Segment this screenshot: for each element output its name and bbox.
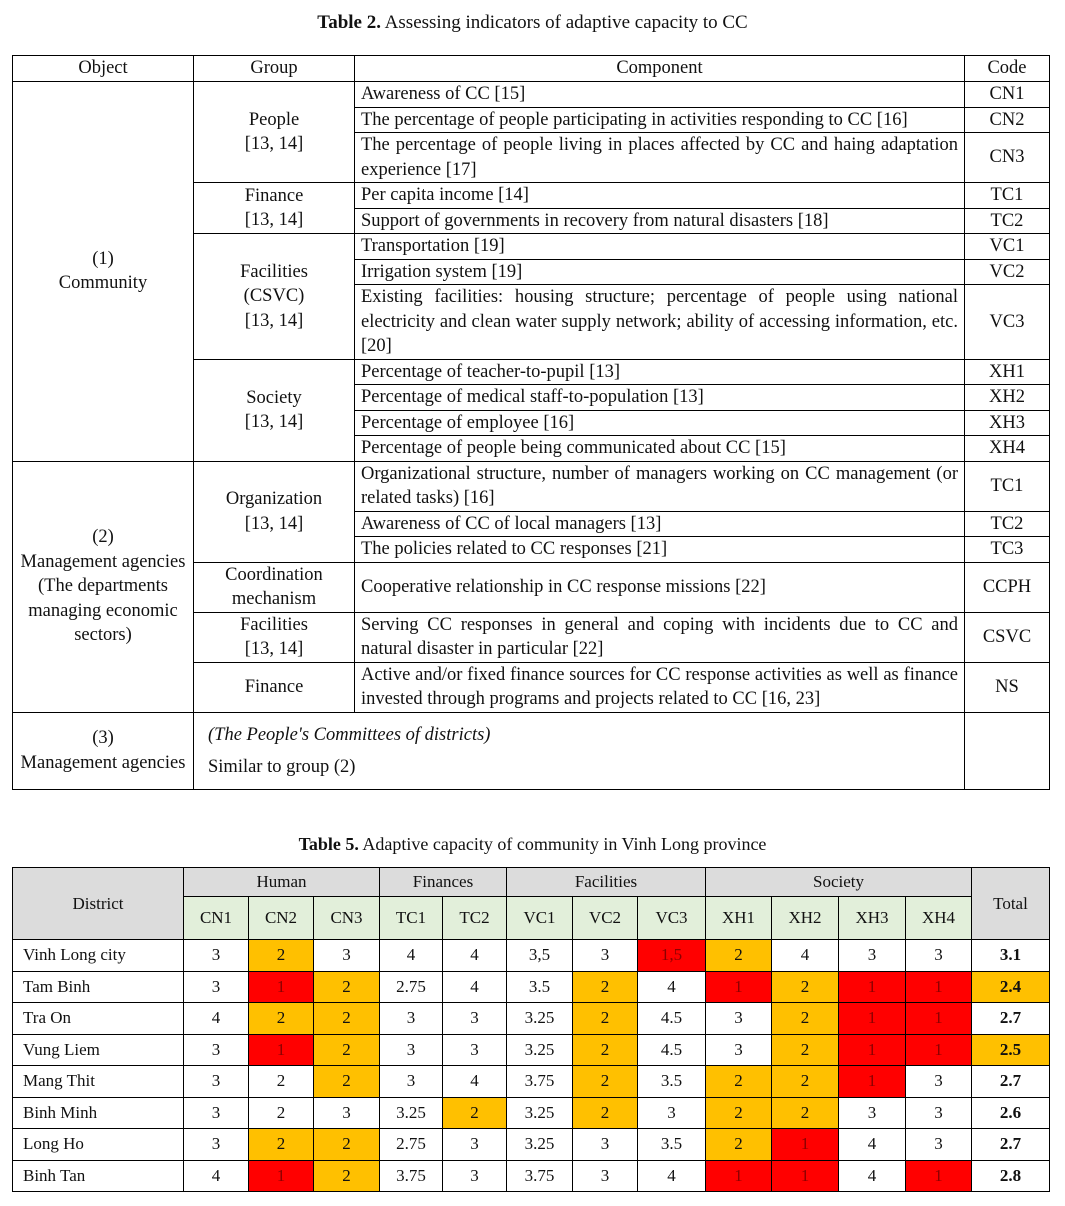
score-cell: 3 xyxy=(380,1003,443,1035)
header-code-xh1: XH1 xyxy=(706,897,772,940)
score-cell: 3 xyxy=(906,1129,972,1161)
component-cell: The percentage of people participating in activities responding to CC [16] xyxy=(355,107,965,133)
total-cell: 2.7 xyxy=(972,1066,1050,1098)
score-cell: 3 xyxy=(839,940,906,972)
header-code-vc3: VC3 xyxy=(638,897,706,940)
component-cell: Percentage of employee [16] xyxy=(355,410,965,436)
group3-line2: Similar to group (2) xyxy=(208,756,356,777)
score-cell: 2 xyxy=(314,1066,380,1098)
score-cell: 1 xyxy=(839,1003,906,1035)
component-cell: Percentage of medical staff-to-population [13] xyxy=(355,385,965,411)
component-cell: Cooperative relationship in CC response missions [22] xyxy=(355,562,965,612)
district-row xyxy=(13,1034,1050,1066)
header-total: Total xyxy=(972,868,1050,940)
total-cell: 2.4 xyxy=(972,971,1050,1003)
adaptive-capacity-table xyxy=(12,867,1050,1192)
score-cell: 2 xyxy=(706,940,772,972)
score-cell: 1 xyxy=(772,1129,839,1161)
score-cell: 1,5 xyxy=(638,940,706,972)
total-cell: 3.1 xyxy=(972,940,1050,972)
score-cell: 1 xyxy=(249,1034,314,1066)
score-cell: 3 xyxy=(443,1129,507,1161)
object-cell: (1) Community xyxy=(13,82,194,462)
district-row xyxy=(13,1066,1050,1098)
district-row xyxy=(13,1097,1050,1129)
code-cell: CCPH xyxy=(965,562,1050,612)
score-cell: 2 xyxy=(573,1097,638,1129)
score-cell: 3 xyxy=(443,1034,507,1066)
score-cell: 2 xyxy=(443,1097,507,1129)
score-cell: 3 xyxy=(906,1066,972,1098)
score-cell: 2 xyxy=(706,1066,772,1098)
component-cell: Per capita income [14] xyxy=(355,183,965,209)
header-code-cn3: CN3 xyxy=(314,897,380,940)
total-cell: 2.7 xyxy=(972,1129,1050,1161)
code-cell: VC3 xyxy=(965,285,1050,360)
component-cell: Percentage of teacher-to-pupil [13] xyxy=(355,359,965,385)
score-cell: 2 xyxy=(573,971,638,1003)
component-cell: Organizational structure, number of managers working on CC management (or related tasks) [16] xyxy=(355,461,965,511)
score-cell: 4 xyxy=(443,940,507,972)
score-cell: 2.75 xyxy=(380,971,443,1003)
score-cell: 3.25 xyxy=(507,1097,573,1129)
score-cell: 2 xyxy=(573,1003,638,1035)
code-cell: TC3 xyxy=(965,537,1050,563)
score-cell: 3 xyxy=(573,1129,638,1161)
district-name: Mang Thit xyxy=(13,1066,184,1098)
score-cell: 3 xyxy=(573,940,638,972)
code-cell: TC2 xyxy=(965,208,1050,234)
code-cell: TC1 xyxy=(965,183,1050,209)
group-cell: People [13, 14] xyxy=(194,82,355,183)
score-cell: 3 xyxy=(184,1097,249,1129)
district-row xyxy=(13,1003,1050,1035)
indicators-table-body xyxy=(13,82,1050,790)
score-cell: 1 xyxy=(906,1034,972,1066)
code-cell: VC1 xyxy=(965,234,1050,260)
district-row xyxy=(13,1129,1050,1161)
group-cell: Society [13, 14] xyxy=(194,359,355,461)
score-cell: 4 xyxy=(839,1129,906,1161)
score-cell: 1 xyxy=(249,1160,314,1192)
header-district: District xyxy=(13,868,184,940)
component-cell: The percentage of people living in places affected by CC and haing adaptation experience [17] xyxy=(355,133,965,183)
score-cell: 3.75 xyxy=(380,1160,443,1192)
table5-caption-label: Table 5. xyxy=(298,834,359,854)
score-cell: 1 xyxy=(839,1066,906,1098)
district-name: Vung Liem xyxy=(13,1034,184,1066)
score-cell: 3.75 xyxy=(507,1066,573,1098)
score-cell: 1 xyxy=(906,1160,972,1192)
component-cell: Support of governments in recovery from natural disasters [18] xyxy=(355,208,965,234)
indicator-row xyxy=(13,82,1050,108)
score-cell: 3 xyxy=(314,940,380,972)
score-cell: 3.5 xyxy=(638,1066,706,1098)
score-cell: 2 xyxy=(314,971,380,1003)
score-cell: 1 xyxy=(249,971,314,1003)
component-cell: Percentage of people being communicated about CC [15] xyxy=(355,436,965,462)
total-cell: 2.8 xyxy=(972,1160,1050,1192)
table2-caption-text: Assessing indicators of adaptive capacity to CC xyxy=(380,12,748,33)
header-group-human: Human xyxy=(184,868,380,897)
district-name: Tam Binh xyxy=(13,971,184,1003)
object-cell: (3) Management agencies xyxy=(13,712,194,789)
group3-line1: (The People's Committees of districts) xyxy=(208,724,491,745)
score-cell: 2 xyxy=(772,1034,839,1066)
score-cell: 2 xyxy=(314,1160,380,1192)
component-cell: The policies related to CC responses [21] xyxy=(355,537,965,563)
score-cell: 4 xyxy=(443,971,507,1003)
score-cell: 4.5 xyxy=(638,1003,706,1035)
district-name: Long Ho xyxy=(13,1129,184,1161)
code-cell: VC2 xyxy=(965,259,1050,285)
header-code-cn2: CN2 xyxy=(249,897,314,940)
code-cell: XH1 xyxy=(965,359,1050,385)
score-cell: 3.25 xyxy=(380,1097,443,1129)
score-cell: 4 xyxy=(839,1160,906,1192)
header-group: Group xyxy=(194,56,355,82)
header-group-society: Society xyxy=(706,868,972,897)
component-cell: Existing facilities: housing structure; percentage of people using national electricity and clean water supply network; ability of accessing information, etc. [20] xyxy=(355,285,965,360)
district-name: Binh Tan xyxy=(13,1160,184,1192)
header-object: Object xyxy=(13,56,194,82)
score-cell: 3.25 xyxy=(507,1129,573,1161)
table2-caption xyxy=(0,12,1065,34)
table2-caption-label: Table 2. xyxy=(317,12,381,33)
component-cell: Awareness of CC [15] xyxy=(355,82,965,108)
district-name: Vinh Long city xyxy=(13,940,184,972)
score-cell: 3 xyxy=(314,1097,380,1129)
score-cell: 2 xyxy=(772,1066,839,1098)
score-cell: 1 xyxy=(772,1160,839,1192)
district-row xyxy=(13,971,1050,1003)
district-row xyxy=(13,940,1050,972)
code-cell: CN2 xyxy=(965,107,1050,133)
header-code-xh4: XH4 xyxy=(906,897,972,940)
code-cell: XH4 xyxy=(965,436,1050,462)
group-cell: Finance xyxy=(194,662,355,712)
score-cell: 3 xyxy=(184,1034,249,1066)
component-cell: Transportation [19] xyxy=(355,234,965,260)
score-cell: 2 xyxy=(314,1129,380,1161)
score-cell: 3 xyxy=(184,1129,249,1161)
score-cell: 2 xyxy=(249,1097,314,1129)
score-cell: 3 xyxy=(443,1160,507,1192)
code-cell: TC2 xyxy=(965,511,1050,537)
header-component: Component xyxy=(355,56,965,82)
score-cell: 1 xyxy=(706,971,772,1003)
header-code-vc2: VC2 xyxy=(573,897,638,940)
score-cell: 1 xyxy=(906,971,972,1003)
score-cell: 3.5 xyxy=(638,1129,706,1161)
score-cell: 3 xyxy=(706,1034,772,1066)
score-cell: 3 xyxy=(380,1066,443,1098)
district-row xyxy=(13,1160,1050,1192)
score-cell: 1 xyxy=(706,1160,772,1192)
component-cell: Serving CC responses in general and coping with incidents due to CC and natural disaster in particular [22] xyxy=(355,612,965,662)
score-cell: 3 xyxy=(184,940,249,972)
score-cell: 4 xyxy=(638,971,706,1003)
group-cell: Facilities (CSVC) [13, 14] xyxy=(194,234,355,360)
score-cell: 2 xyxy=(249,940,314,972)
indicators-table xyxy=(12,55,1050,790)
score-cell: 3 xyxy=(706,1003,772,1035)
score-cell: 3 xyxy=(906,940,972,972)
code-cell: XH3 xyxy=(965,410,1050,436)
code-cell-empty xyxy=(965,712,1050,789)
score-cell: 2 xyxy=(573,1066,638,1098)
score-cell: 2 xyxy=(314,1034,380,1066)
code-cell: CSVC xyxy=(965,612,1050,662)
table5-caption-text: Adaptive capacity of community in Vinh Long province xyxy=(358,834,767,854)
indicator-row-group3 xyxy=(13,712,1050,789)
component-cell: Irrigation system [19] xyxy=(355,259,965,285)
score-cell: 2 xyxy=(772,1097,839,1129)
object-cell: (2) Management agencies (The departments managing economic sectors) xyxy=(13,461,194,712)
code-cell: CN3 xyxy=(965,133,1050,183)
total-cell: 2.5 xyxy=(972,1034,1050,1066)
score-cell: 4.5 xyxy=(638,1034,706,1066)
table5-caption xyxy=(0,834,1065,855)
score-cell: 4 xyxy=(184,1160,249,1192)
score-cell: 4 xyxy=(184,1003,249,1035)
header-group-facilities: Facilities xyxy=(507,868,706,897)
score-cell: 4 xyxy=(638,1160,706,1192)
district-name: Binh Minh xyxy=(13,1097,184,1129)
score-cell: 3 xyxy=(906,1097,972,1129)
score-cell: 2 xyxy=(706,1129,772,1161)
score-cell: 3.25 xyxy=(507,1034,573,1066)
header-code-xh2: XH2 xyxy=(772,897,839,940)
score-cell: 3 xyxy=(184,971,249,1003)
score-cell: 4 xyxy=(772,940,839,972)
score-cell: 2 xyxy=(706,1097,772,1129)
score-cell: 3.5 xyxy=(507,971,573,1003)
header-code-vc1: VC1 xyxy=(507,897,573,940)
score-cell: 2 xyxy=(249,1003,314,1035)
score-cell: 1 xyxy=(839,971,906,1003)
score-cell: 2 xyxy=(249,1129,314,1161)
header-code-tc2: TC2 xyxy=(443,897,507,940)
score-cell: 3 xyxy=(638,1097,706,1129)
code-cell: XH2 xyxy=(965,385,1050,411)
code-cell: CN1 xyxy=(965,82,1050,108)
score-cell: 2 xyxy=(772,1003,839,1035)
code-cell: NS xyxy=(965,662,1050,712)
adaptive-capacity-body xyxy=(13,940,1050,1192)
score-cell: 3 xyxy=(380,1034,443,1066)
group3-description xyxy=(194,712,965,789)
score-cell: 3 xyxy=(573,1160,638,1192)
district-name: Tra On xyxy=(13,1003,184,1035)
header-group-finances: Finances xyxy=(380,868,507,897)
component-cell: Awareness of CC of local managers [13] xyxy=(355,511,965,537)
score-cell: 2.75 xyxy=(380,1129,443,1161)
score-cell: 2 xyxy=(249,1066,314,1098)
component-cell: Active and/or fixed finance sources for CC response activities as well as finance invested through programs and projects related to CC [16, 23] xyxy=(355,662,965,712)
header-code-cn1: CN1 xyxy=(184,897,249,940)
indicator-row xyxy=(13,461,1050,511)
score-cell: 3,5 xyxy=(507,940,573,972)
score-cell: 3 xyxy=(443,1003,507,1035)
score-cell: 4 xyxy=(380,940,443,972)
total-cell: 2.7 xyxy=(972,1003,1050,1035)
header-code-xh3: XH3 xyxy=(839,897,906,940)
group-cell: Finance [13, 14] xyxy=(194,183,355,234)
score-cell: 3.75 xyxy=(507,1160,573,1192)
score-cell: 3 xyxy=(839,1097,906,1129)
header-code: Code xyxy=(965,56,1050,82)
score-cell: 4 xyxy=(443,1066,507,1098)
total-cell: 2.6 xyxy=(972,1097,1050,1129)
score-cell: 2 xyxy=(772,971,839,1003)
score-cell: 3 xyxy=(184,1066,249,1098)
group-cell: Organization [13, 14] xyxy=(194,461,355,562)
score-cell: 3.25 xyxy=(507,1003,573,1035)
score-cell: 1 xyxy=(839,1034,906,1066)
code-cell: TC1 xyxy=(965,461,1050,511)
score-cell: 2 xyxy=(314,1003,380,1035)
header-code-tc1: TC1 xyxy=(380,897,443,940)
group-cell: Coordination mechanism xyxy=(194,562,355,612)
score-cell: 1 xyxy=(906,1003,972,1035)
score-cell: 2 xyxy=(573,1034,638,1066)
group-cell: Facilities [13, 14] xyxy=(194,612,355,662)
